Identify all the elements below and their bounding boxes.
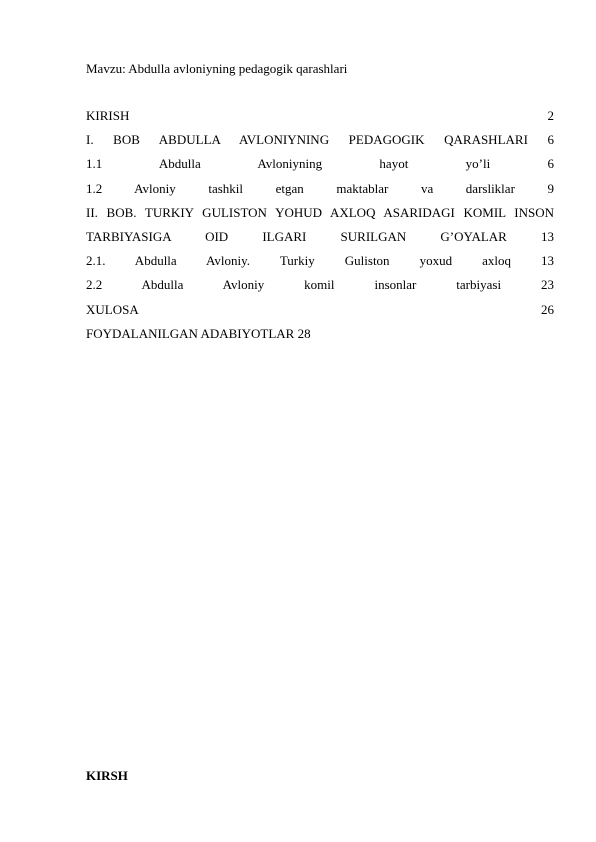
toc-entry-1-1: 1.1 Abdulla Avloniyning hayot yo’li 6 <box>86 156 554 172</box>
toc-entry-chapter-2-line-2: TARBIYASIGA OID ILGARI SURILGAN G’OYALAR 13 <box>86 228 554 244</box>
section-heading: KIRSH <box>86 768 128 783</box>
toc-entry-bibliography: FOYDALANILGAN ADABIYOTLAR 28 <box>86 325 311 341</box>
toc-entry-1-2: 1.2 Avloniy tashkil etgan maktablar va darsliklar 9 <box>86 180 554 196</box>
toc-entry-xulosa: XULOSA 26 <box>86 301 554 317</box>
toc-entry-2-2: 2.2 Abdulla Avloniy komil insonlar tarbiyasi 23 <box>86 277 554 293</box>
toc-entry-chapter-2-line-1: II. BOB. TURKIY GULISTON YOHUD AXLOQ ASARIDAGI KOMIL INSON <box>86 204 554 220</box>
toc-entry-kirish: KIRISH 2 <box>86 108 554 123</box>
table-of-contents <box>86 108 554 350</box>
document-topic: Mavzu: Abdulla avloniyning pedagogik qarashlari <box>86 61 348 76</box>
toc-entry-2-1: 2.1. Abdulla Avloniy. Turkiy Guliston yoxud axloq 13 <box>86 253 554 269</box>
toc-entry-chapter-1: I. BOB ABDULLA AVLONIYNING PEDAGOGIK QARASHLARI 6 <box>86 132 554 148</box>
